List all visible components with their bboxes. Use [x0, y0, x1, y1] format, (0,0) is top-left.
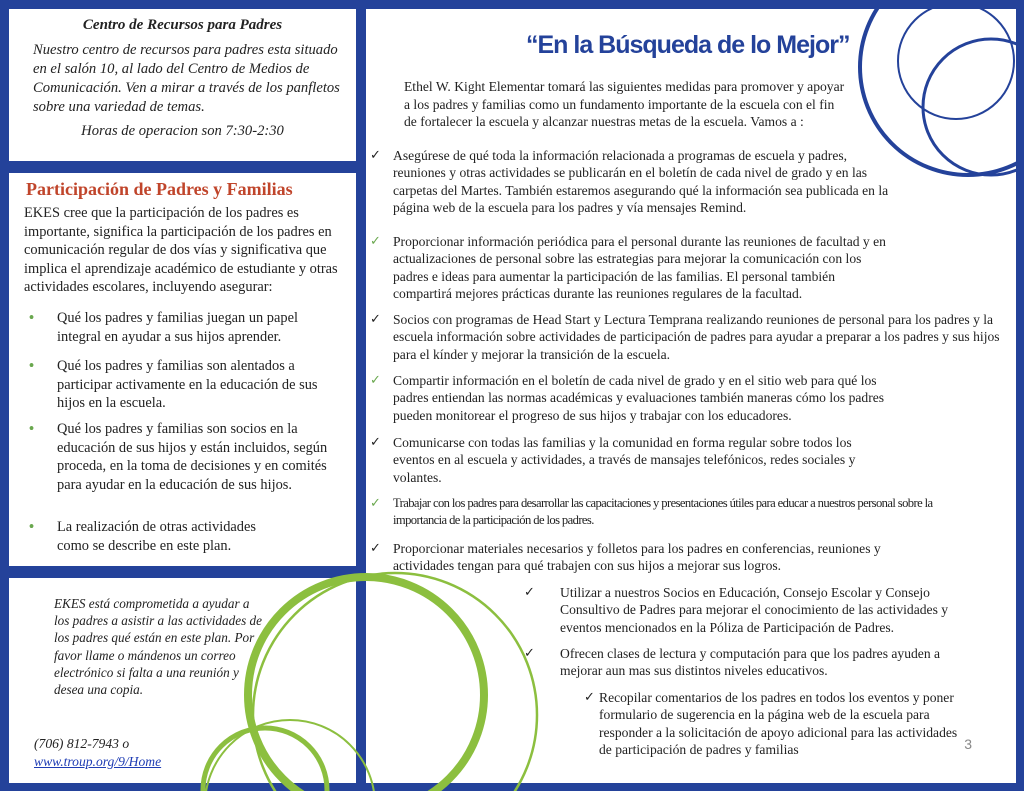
list-item-text: Compartir información en el boletín de cada nivel de grado y en el sitio web para qué los padres entiendan las normas académicas y evaluaciones también maneras cómo los padres pueden monitorear el progreso de sus hijos y trabajar con los educadores. [393, 373, 885, 423]
list-item-text: Ofrecen clases de lectura y computación para que los padres ayuden a mejorar aun mas sus distintos niveles educativos. [560, 646, 941, 679]
list-item [370, 233, 890, 303]
list-item [370, 540, 930, 575]
list-item [524, 645, 964, 680]
resource-center-panel [9, 9, 356, 161]
participation-panel [9, 173, 356, 566]
check-icon: ✓ [370, 373, 381, 388]
list-item-text: Qué los padres y familias juegan un papel integral en ayudar a sus hijos aprender. [57, 310, 298, 345]
contact-phone: (706) 812-7943 o [34, 736, 130, 751]
check-icon: ✓ [370, 496, 381, 511]
check-icon: ✓ [524, 646, 535, 661]
list-item-text: Comunicarse con todas las familias y la comunidad en forma regular sobre todos los eventos en al escuela y actividades, a través de mansajes telefónicos, redes sociales y volantes. [393, 435, 856, 485]
check-icon: ✓ [524, 585, 535, 600]
list-item-text: Socios con programas de Head Start y Lectura Temprana realizando reuniones de personal para los padres y la escuela información sobre actividades de participación de padres para ayudar a preparar a los padres y sus hijos para el kínder y mejorar la transición de la escuela. [393, 312, 1000, 362]
list-item-text: Trabajar con los padres para desarrollar las capacitaciones y presentaciones útiles para educar a nuestros personal sobre la importancia de la participación de los padres. [393, 496, 933, 528]
list-item [370, 495, 970, 530]
bullet-icon: • [29, 358, 35, 374]
check-icon: ✓ [370, 148, 381, 163]
resource-center-hours: Horas de operacion son 7:30-2:30 [81, 123, 284, 139]
check-icon: ✓ [370, 435, 381, 450]
check-icon: ✓ [370, 541, 381, 556]
list-item-text: Asegúrese de qué toda la información relacionada a programas de escuela y padres, reuniones y otras actividades se publicarán en el boletín de cada nivel de grado y en las carpetas del Martes. También estaremos asegurando qué la información sea publicada en la página web de la escuela para los padres y vía mensajes Remind. [393, 148, 889, 216]
resource-center-title: Centro de Recursos para Padres [82, 17, 283, 33]
participation-intro: EKES cree que la participación de los padres es importante, significa la participación de los padres en comunicación regular de dos vías y significativa que implica el aprendizaje académico de estudiante y otras actividades escolares, incluyendo asegurar: [24, 205, 338, 296]
bullet-icon: • [29, 310, 35, 326]
main-panel [366, 9, 1016, 783]
list-item-text: Recopilar comentarios de los padres en todos los eventos y poner formulario de sugerencia en la página web de la escuela para responder a la solicitación de apoyo adicional para las actividades de participación de padres y familias [599, 690, 958, 758]
list-item [370, 147, 890, 217]
bullet-icon: • [29, 421, 35, 437]
list-item-text: Proporcionar información periódica para el personal durante las reuniones de facultad y en actualizaciones de personal sobre las estrategias para mejorar la comunicación con los padres e ideas para aumentar la participación de las familias. El personal también compartirá mejores prácticas durante las reuniones regulares de la facultad. [393, 234, 886, 302]
list-item [370, 311, 1010, 363]
contact-message: EKES está comprometida a ayudar a los padres a asistir a las actividades de los padres qué están en este plan. Por favor llame o mándenos un correo electrónico si falta a una reunión y desea una copia. [54, 596, 262, 698]
check-icon: ✓ [584, 690, 595, 705]
list-item [29, 357, 329, 413]
check-icon: ✓ [370, 312, 381, 327]
list-item-text: La realización de otras actividades como se describe en este plan. [57, 519, 256, 554]
list-item-text: Utilizar a nuestros Socios en Educación, Consejo Escolar y Consejo Consultivo de Padres para mejorar el conocimiento de las actividades y eventos mencionados en la Póliza de Participación de Padres. [560, 585, 949, 635]
list-item [370, 434, 890, 486]
participation-title: Participación de Padres y Familias [26, 179, 293, 199]
check-icon: ✓ [370, 234, 381, 249]
list-item [29, 420, 329, 494]
main-intro: Ethel W. Kight Elementar tomará las siguientes medidas para promover y apoyar a los padres y familias como un fundamento importante de la escuela con el fin de fortalecer la escuela y alcanzar nuestras metas de la escuela. Vamos a : [404, 79, 845, 130]
list-item-text: Proporcionar materiales necesarios y folletos para los padres en conferencias, reuniones y actividades tengan para qué trabajen con sus hijos a mejorar sus logros. [393, 541, 881, 574]
page-number: 3 [964, 736, 972, 752]
list-item [370, 372, 890, 424]
page-title: “En la Búsqueda de lo Mejor” [526, 31, 850, 59]
contact-panel [9, 578, 356, 783]
bullet-icon: • [29, 519, 35, 535]
list-item [584, 689, 964, 759]
resource-center-description: Nuestro centro de recursos para padres esta situado en el salón 10, al lado del Centro de Medios de Comunicación. Ven a mirar a través de los panfletos sobre una variedad de temas. [33, 42, 340, 115]
list-item [524, 584, 964, 636]
website-link[interactable]: www.troup.org/9/Home [34, 754, 162, 769]
list-item-text: Qué los padres y familias son alentados a participar activamente en la educación de sus hijos en la escuela. [57, 358, 318, 412]
list-item [29, 518, 279, 555]
list-item [29, 309, 329, 346]
list-item-text: Qué los padres y familias son socios en la educación de sus hijos y están incluidos, según proceda, en la toma de decisiones y en comités para ayudar en la educación de sus hijos. [57, 421, 328, 493]
